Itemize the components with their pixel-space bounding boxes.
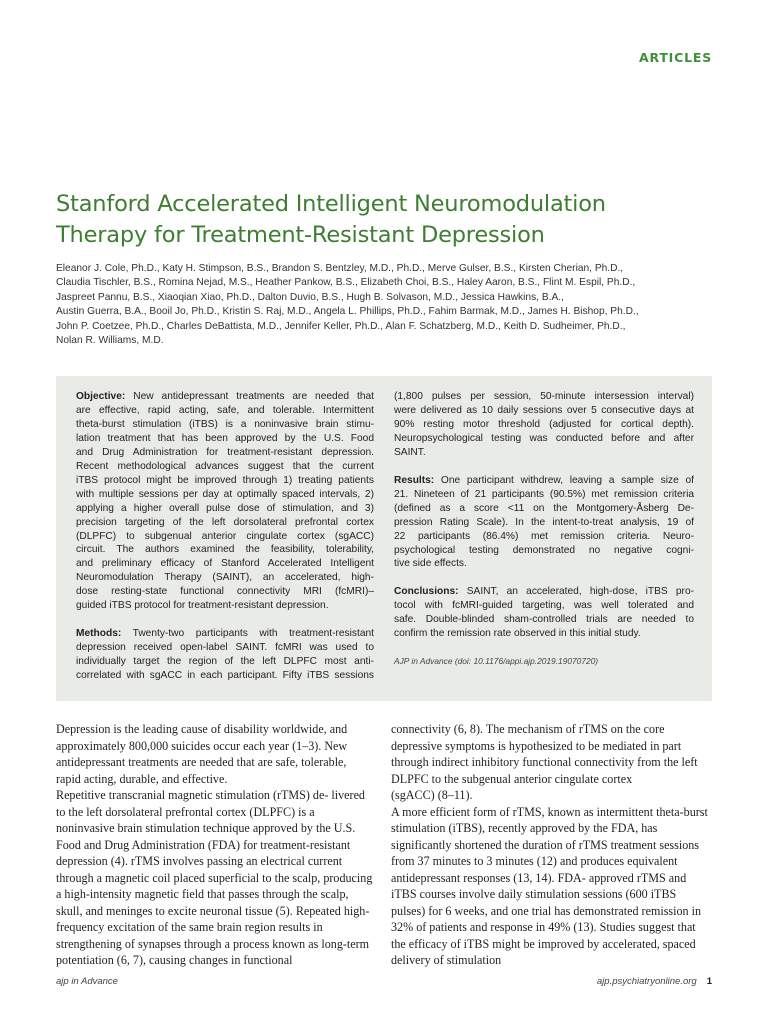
body-line: through indirect inhibitory functional connectivity from the xyxy=(391,755,679,769)
conclusions-heading: Conclusions: xyxy=(394,586,459,598)
abstract-right-column xyxy=(394,390,694,669)
body-line: results in strengthening of synapses through a process known xyxy=(56,920,323,951)
body-line: (sgACC) (8–11). xyxy=(391,788,473,802)
body-line: theta-burst stimulation (iTBS), recently approved by the xyxy=(391,804,708,835)
body-line: as long-term potentiation (6, 7), causing changes in functional xyxy=(56,936,370,967)
body-line: antidepressant treatments are needed that are safe, tolerable, xyxy=(56,755,347,769)
abstract-line: with multiple sessions per day at optimally spaced intervals, 2) xyxy=(76,488,374,500)
footer-url[interactable]: ajp.psychiatryonline.org xyxy=(596,976,697,987)
abstract-line xyxy=(76,627,374,641)
body-line: Repeated high-frequency excitation of the same brain region xyxy=(56,903,370,934)
body-line: connectivity (6, 8). The mechanism of rTMS on the core xyxy=(391,722,665,736)
body-line: depressive symptoms is hypothesized to be mediated in part xyxy=(391,738,682,753)
abstract-line: and Drug Administration for treatment-resistant depression. xyxy=(76,446,374,458)
body-line: the scalp, skull, and meninges to excite neuronal tissue (5). xyxy=(56,887,349,918)
section-label: ARTICLES xyxy=(639,50,712,65)
doi-citation: AJP in Advance (doi: 10.1176/appi.ajp.2019.19070720) xyxy=(394,656,599,667)
footer-journal: ajp in Advance xyxy=(56,976,118,987)
abstract-text: One participant withdrew, leaving a sample size of xyxy=(434,474,694,486)
abstract-text: Twenty-two participants with treatment-resistant xyxy=(121,628,374,640)
author-line: John P. Coetzee, Ph.D., Charles DeBattista, M.D., Jennifer Keller, Ph.D., Alan F. Schatzberg, M.D., Keith D. Sudheimer, Ph.D., xyxy=(56,320,626,332)
abstract-conclusions xyxy=(394,585,694,641)
abstract-line: iTBS protocol might be improved through 1) treating patients xyxy=(76,474,374,486)
abstract-line: 21. Nineteen of 21 participants (90.5%) met remission criteria xyxy=(394,488,694,500)
abstract-line xyxy=(394,474,694,488)
body-line: Depression is the leading cause of disability worldwide, and xyxy=(56,722,348,736)
body-line: depression (4). rTMS involves passing an electrical current xyxy=(56,854,343,868)
body-right-column xyxy=(391,721,711,969)
results-heading: Results: xyxy=(394,474,435,486)
abstract-line: tive side effects. xyxy=(394,558,467,570)
abstract-line xyxy=(394,585,694,599)
abstract-line: guided iTBS protocol for treatment-resistant depression. xyxy=(76,600,329,612)
abstract-line: Neuropsychological testing was conducted before and after xyxy=(394,432,694,444)
abstract-line: applying a higher overall pulse dose of stimulation, and 3) xyxy=(76,502,374,514)
body-line: treatment sessions from 37 minutes to 3 minutes (12) and xyxy=(391,837,700,868)
footer-right xyxy=(597,976,712,987)
abstract-text: New antidepressant treatments are needed that xyxy=(125,391,374,402)
abstract-results xyxy=(394,474,694,572)
abstract-methods xyxy=(76,627,374,683)
abstract-line: theta-burst stimulation (iTBS) is a noninvasive brain stimu- xyxy=(76,418,374,430)
author-line: Nolan R. Williams, M.D. xyxy=(56,335,164,347)
body-line: rapid acting, durable, and effective. xyxy=(56,771,228,786)
abstract-line: (1,800 pulses per session, 50-minute intersession interval) xyxy=(394,391,694,402)
abstract-line: (defined as a score <11 on the Montgomery-Åsberg De- xyxy=(394,502,694,514)
abstract-line: precision targeting of the left dorsolateral prefrontal cortex xyxy=(76,516,374,528)
abstract-methods-continued xyxy=(394,390,694,460)
body-line: Repetitive transcranial magnetic stimulation (rTMS) de- xyxy=(56,788,329,802)
body-line: livered to the left dorsolateral prefrontal cortex (DLPFC) is a xyxy=(56,788,365,819)
body-line: FDA, has significantly shortened the duration of rTMS xyxy=(391,821,658,852)
abstract-text: SAINT, an accelerated, high-dose, iTBS pro- xyxy=(458,586,694,598)
abstract-line: 22 participants (86.4%) met remission criteria. Neuro- xyxy=(394,530,694,542)
body-line: left DLPFC to the subgenual anterior cingulate cortex xyxy=(391,755,698,786)
abstract-line: and preliminary efficacy of Stanford Accelerated Intelligent xyxy=(76,558,374,570)
title-line: Therapy for Treatment-Resistant Depression xyxy=(56,222,545,248)
author-line: Jaspreet Pannu, B.S., Xiaoqian Xiao, Ph.D., Dalton Duvio, B.S., Hugh B. Solvason, M.D., Jessica Hawkins, B.A., xyxy=(56,291,564,303)
body-line: produces equivalent antidepressant responses (13, 14). FDA- xyxy=(391,854,678,885)
body-left-column xyxy=(56,721,376,969)
objective-heading: Objective: xyxy=(76,391,126,402)
abstract-line: confirm the remission rate observed in this initial study. xyxy=(394,628,641,640)
page-number: 1 xyxy=(706,976,712,987)
abstract-left-column xyxy=(76,390,374,697)
abstract-line: individually target the region of the left DLPFC most anti- xyxy=(76,656,374,668)
author-line: Austin Guerra, B.A., Booil Jo, Ph.D., Kristin S. Raj, M.D., Angela L. Phillips, Ph.D., Fahim Barmak, M.D., James H. Bishop, Ph.D., xyxy=(56,306,639,318)
body-line: approximately 800,000 suicides occur each year (1–3). New xyxy=(56,738,348,753)
abstract-line: SAINT. xyxy=(394,446,426,458)
body-line: A more efficient form of rTMS, known as intermittent xyxy=(391,804,654,819)
abstract-line: circuit. The authors examined the feasibility, tolerability, xyxy=(76,544,374,556)
article-title xyxy=(56,189,716,251)
body-line: noninvasive brain stimulation technique approved by the U.S. xyxy=(56,821,356,835)
author-line: Claudia Tischler, B.S., Romina Nejad, M.S., Heather Pankow, B.S., Elizabeth Choi, B.S., Haley Aaron, B.S., Flint M. Espil, Ph.D., xyxy=(56,277,636,289)
abstract-line: tocol with fcMRI-guided targeting, was well tolerated and xyxy=(394,600,694,612)
abstract-line: dose resting-state functional connectivity MRI (fcMRI)– xyxy=(76,586,374,598)
body-line: Food and Drug Administration (FDA) for treatment-resistant xyxy=(56,837,351,852)
author-list xyxy=(56,262,712,348)
abstract-line: psychological testing demonstrated no negative cogni- xyxy=(394,544,694,556)
body-line: improved by accelerated, spaced delivery of stimulation xyxy=(391,936,696,967)
abstract-line: Neuromodulation Therapy (SAINT), an accelerated, high- xyxy=(76,572,374,584)
abstract-line: pression Rating Scale). In the intent-to-treat analysis, 19 of xyxy=(394,516,694,528)
body-line: approved rTMS and iTBS courses involve daily stimulation xyxy=(391,870,687,901)
body-line: demonstrated remission in 32% of patients and response in xyxy=(391,903,702,934)
title-line: Stanford Accelerated Intelligent Neuromodulation xyxy=(56,191,606,217)
abstract-line: Recent methodological advances suggest that the current xyxy=(76,460,374,472)
abstract-line: (DLPFC) to subgenual anterior cingulate cortex (sgACC) xyxy=(76,530,374,542)
abstract-line: were delivered as 10 daily sessions over 5 consecutive days at xyxy=(394,404,694,416)
abstract-box xyxy=(56,376,712,701)
abstract-line: depression received open-label SAINT. fcMRI was used to xyxy=(76,642,374,654)
body-line: through a magnetic coil placed superficial to the scalp, xyxy=(56,870,321,885)
abstract-line: safe. Double-blinded sham-controlled trials are needed to xyxy=(394,614,694,626)
author-line: Eleanor J. Cole, Ph.D., Katy H. Stimpson, B.S., Brandon S. Bentzley, M.D., Ph.D., Merve Gulser, B.S., Kirsten Cherian, Ph.D., xyxy=(56,263,624,274)
abstract-line: are effective, rapid acting, safe, and tolerable. Intermittent xyxy=(76,404,374,416)
methods-heading: Methods: xyxy=(76,628,122,640)
abstract-line: lation treatment that has been approved by the U.S. Food xyxy=(76,432,374,444)
abstract-line xyxy=(76,390,374,404)
body-line: sessions (600 iTBS pulses) for 6 weeks, and one trial has xyxy=(391,887,677,918)
abstract-line: 90% resting motor threshold (adjusted for cortical depth). xyxy=(394,418,694,430)
abstract-objective xyxy=(76,390,374,613)
body-line: producing a high-intensity magnetic field that passes through xyxy=(56,870,373,901)
abstract-line: correlated with sgACC in each participant. Fifty iTBS sessions xyxy=(76,670,374,682)
body-line: 49% (13). Studies suggest that the efficacy of iTBS might be xyxy=(391,920,696,951)
